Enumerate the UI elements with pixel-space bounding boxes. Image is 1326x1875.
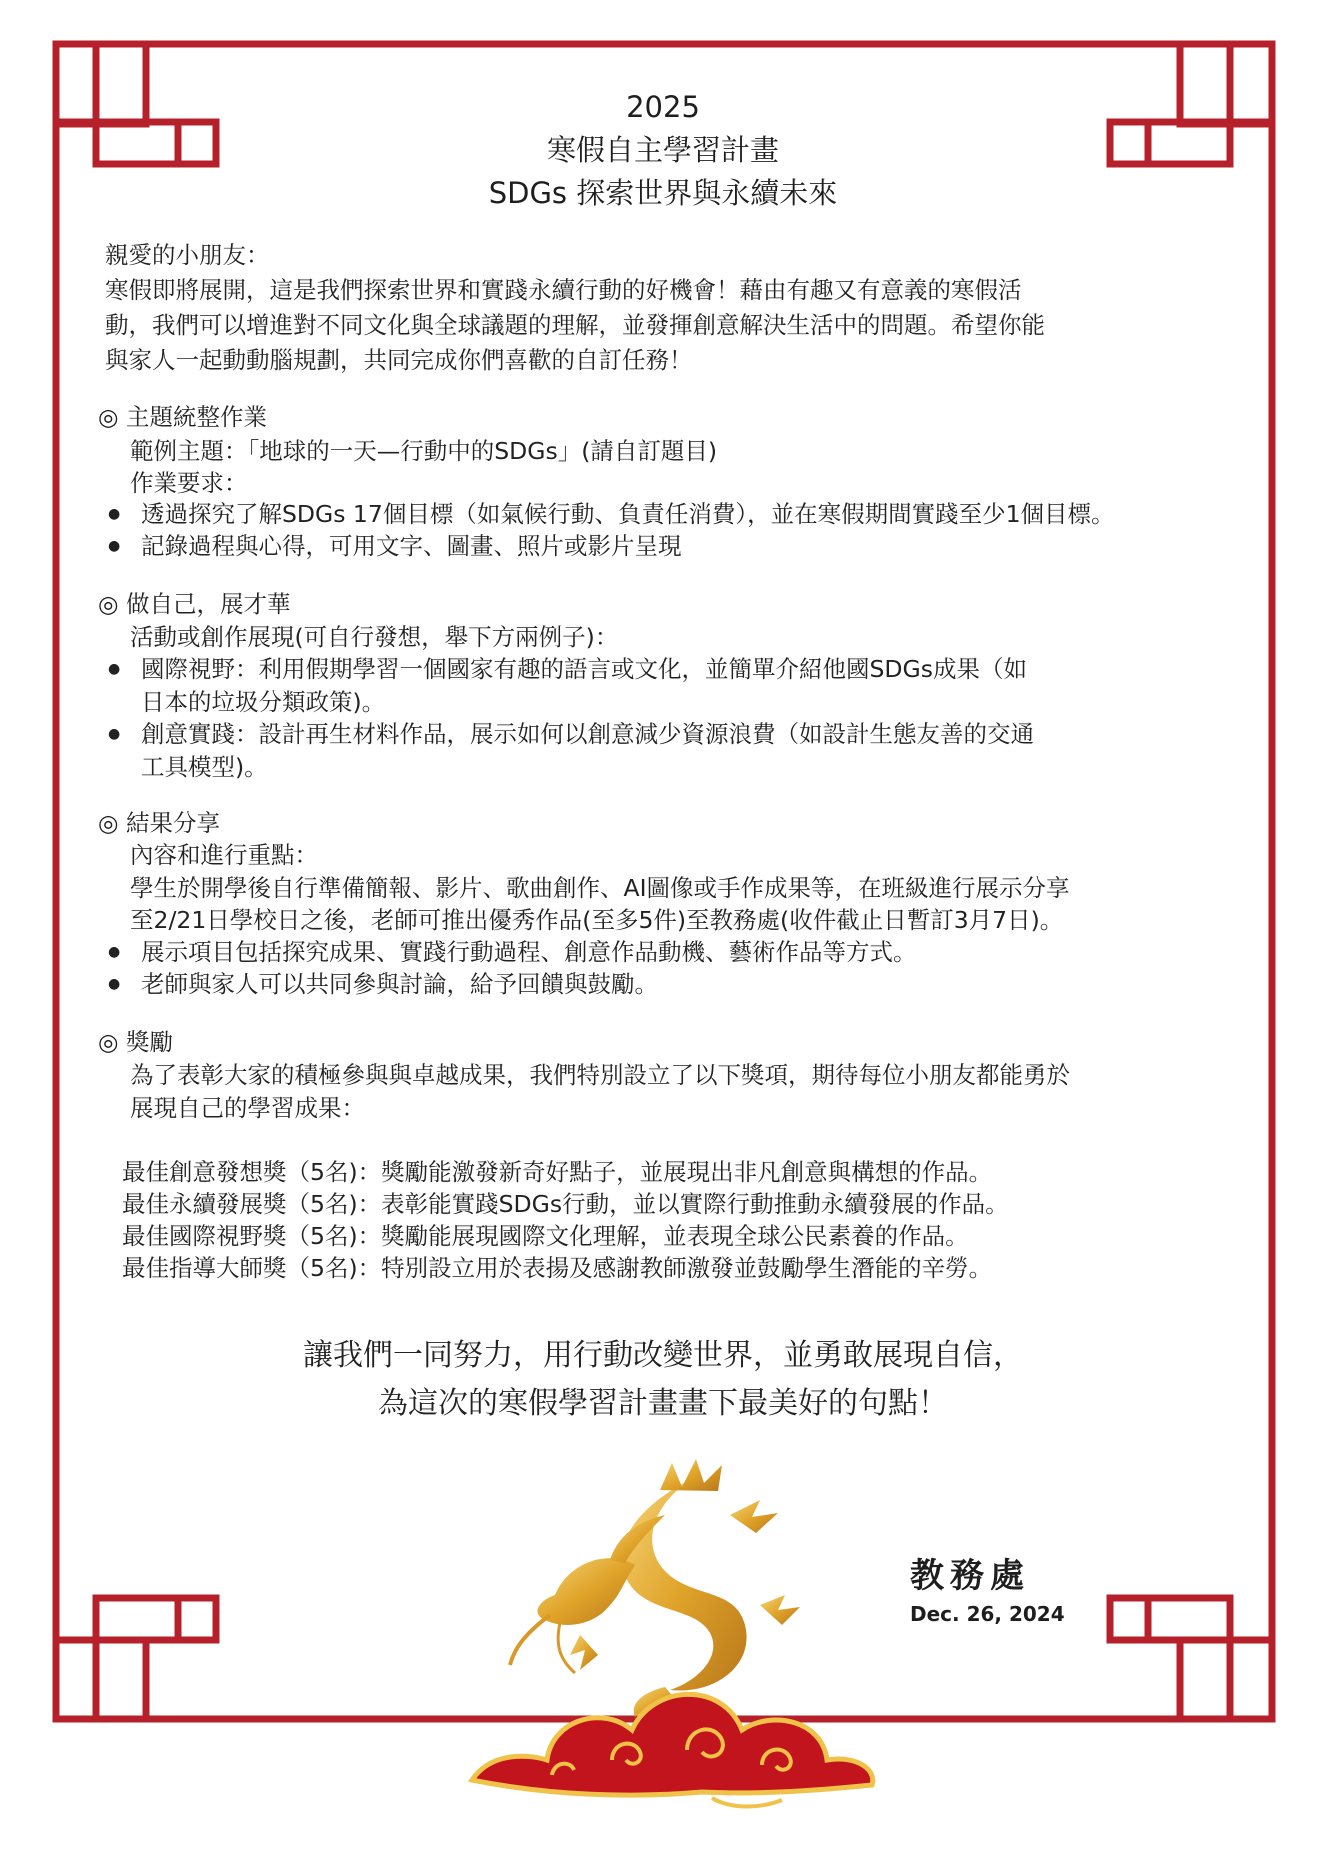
- closing-line: 為這次的寒假學習計畫畫下最美好的句點！: [378, 1386, 948, 1421]
- closing-line: 讓我們一同努力，用行動改變世界，並勇敢展現自信，: [303, 1338, 1023, 1373]
- signature-date: Dec. 26, 2024: [910, 1602, 1065, 1626]
- example-theme: 範例主題：「地球的一天—行動中的SDGs」(請自訂題目): [130, 437, 718, 465]
- awards-intro: 展現自己的學習成果：: [130, 1094, 365, 1122]
- intro-line: 寒假即將展開，這是我們探索世界和實踐永續行動的好機會！藉由有趣又有意義的寒假活: [105, 276, 1022, 304]
- section-heading-theme: ◎ 主題統整作業: [98, 403, 267, 431]
- office-signature: 教務處: [910, 1556, 1030, 1596]
- page-subtitle: SDGs 探索世界與永續未來: [488, 176, 838, 210]
- intro-line: 與家人一起動動腦規劃，共同完成你們喜歡的自訂任務！: [105, 346, 693, 374]
- award-item: 最佳國際視野獎（5名)：獎勵能展現國際文化理解，並表現全球公民素養的作品。: [122, 1222, 969, 1250]
- section-heading-awards: ◎ 獎勵: [98, 1028, 173, 1056]
- greeting: 親愛的小朋友：: [105, 241, 270, 269]
- section-heading-talent: ◎ 做自己，展才華: [98, 590, 291, 618]
- awards-intro: 為了表彰大家的積極參與與卓越成果，我們特別設立了以下獎項，期待每位小朋友都能勇於: [130, 1061, 1070, 1089]
- intro-line: 動，我們可以增進對不同文化與全球議題的理解，並發揮創意解決生活中的問題。希望你能: [105, 311, 1045, 339]
- page-title: 寒假自主學習計畫: [546, 133, 779, 167]
- sharing-label: 內容和進行重點：: [130, 841, 318, 869]
- red-auspicious-cloud: [462, 1660, 882, 1810]
- award-item: 最佳永續發展獎（5名)：表彰能實踐SDGs行動，並以實際行動推動永續發展的作品。: [122, 1190, 1009, 1218]
- page-year: 2025: [626, 90, 700, 124]
- list-item-continued: 工具模型)。: [141, 753, 268, 781]
- list-item-continued: 日本的垃圾分類政策)。: [141, 688, 386, 716]
- section-heading-sharing: ◎ 結果分享: [98, 809, 220, 837]
- sharing-line: 學生於開學後自行準備簡報、影片、歌曲創作、AI圖像或手作成果等，在班級進行展示分享: [130, 874, 1070, 902]
- award-item: 最佳創意發想獎（5名)：獎勵能激發新奇好點子，並展現出非凡創意與構想的作品。: [122, 1158, 993, 1186]
- sharing-line: 至2/21日學校日之後，老師可推出優秀作品(至多5件)至教務處(收件截止日暫訂3月7日)。: [130, 906, 1064, 934]
- award-item: 最佳指導大師獎（5名)：特別設立用於表揚及感謝教師激發並鼓勵學生潛能的辛勞。: [122, 1254, 993, 1282]
- talent-intro: 活動或創作展現(可自行發想，舉下方兩例子)：: [130, 623, 619, 651]
- requirements-label: 作業要求：: [130, 469, 248, 497]
